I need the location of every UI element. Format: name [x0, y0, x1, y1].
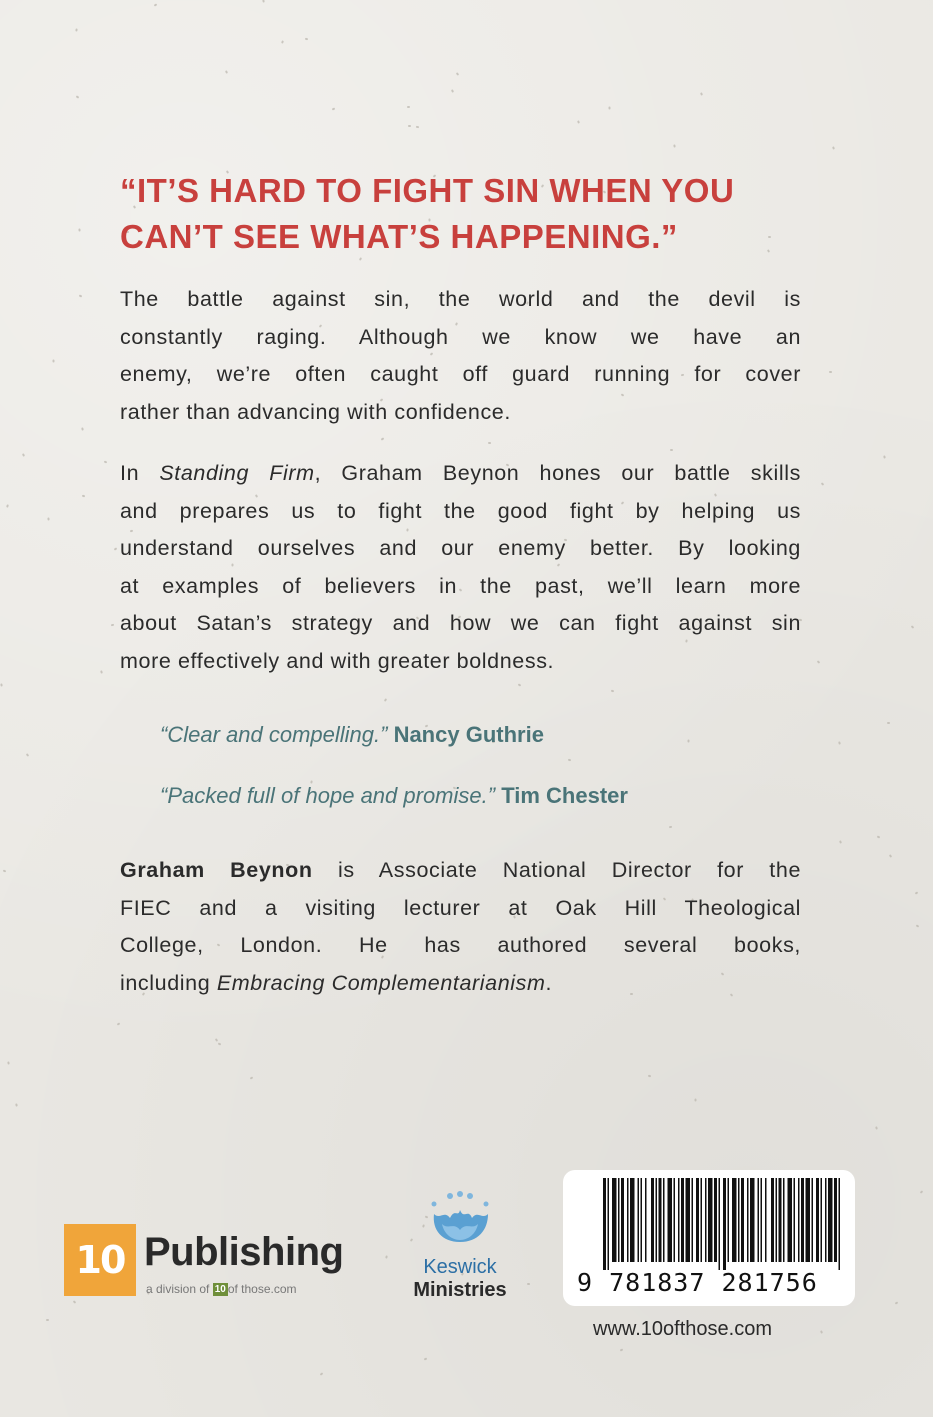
barcode-bar	[779, 1178, 782, 1262]
paper-speck	[332, 108, 336, 111]
paper-speck	[225, 70, 228, 74]
barcode-bar	[705, 1178, 707, 1262]
barcode-bar	[701, 1178, 703, 1262]
barcode-bar	[681, 1178, 684, 1262]
paper-speck	[281, 40, 284, 43]
barcode-bar	[612, 1178, 617, 1262]
bio-line: College, London. He has authored several books,	[120, 933, 801, 957]
barcode-bar	[825, 1178, 827, 1262]
barcode-bar	[686, 1178, 691, 1262]
paper-speck	[883, 455, 886, 458]
barcode-bar	[794, 1178, 796, 1262]
paper-speck	[218, 1042, 222, 1045]
blurb-paragraph-1	[120, 281, 801, 431]
paper-speck	[416, 126, 419, 128]
paper-speck	[305, 38, 308, 40]
barcode-bar	[719, 1178, 721, 1270]
paper-speck	[608, 106, 610, 109]
paper-speck	[22, 453, 25, 457]
paper-speck	[648, 1075, 651, 1078]
bio-line	[120, 965, 801, 1003]
barcode-bar	[728, 1178, 730, 1262]
paper-speck	[79, 294, 83, 297]
paper-speck	[620, 1348, 624, 1351]
paper-speck	[6, 504, 9, 507]
text: a division of	[146, 1282, 213, 1296]
paper-speck	[114, 547, 118, 550]
barcode-bar	[783, 1178, 785, 1262]
paper-speck	[451, 89, 454, 93]
endorsement	[160, 722, 544, 748]
paper-speck	[104, 461, 107, 464]
headline-line: CAN’T SEE WHAT’S HAPPENING.”	[120, 218, 678, 255]
barcode-bar	[816, 1178, 819, 1262]
paper-speck	[877, 835, 881, 838]
paper-speck	[407, 106, 410, 108]
barcode-bar	[798, 1178, 800, 1262]
blurb-line: understand ourselves and our enemy better. By looking	[120, 536, 801, 560]
book-title: Embracing Complementarianism	[216, 970, 546, 995]
text: In	[120, 461, 160, 485]
paper-speck	[15, 1103, 18, 1106]
paper-speck	[887, 722, 890, 724]
barcode-bar	[656, 1178, 658, 1262]
barcode-bar	[663, 1178, 665, 1262]
paper-speck	[820, 1330, 823, 1334]
paper-speck	[669, 826, 672, 828]
barcode-bar	[692, 1178, 694, 1262]
partner-name: Keswick	[423, 1256, 497, 1278]
blurb-line: constantly raging. Although we know we have an	[120, 324, 801, 349]
barcode-bar	[821, 1178, 823, 1262]
barcode-bar	[668, 1178, 673, 1262]
partner-logo	[400, 1190, 520, 1310]
publisher-box-logo: 10	[64, 1224, 136, 1296]
barcode-bar	[651, 1178, 654, 1262]
paper-speck	[920, 1190, 924, 1194]
barcode-bar	[645, 1178, 647, 1262]
endorsement-author: Tim Chester	[501, 783, 628, 808]
text: .	[545, 970, 553, 995]
barcode-bar	[738, 1178, 740, 1262]
barcode-bar	[621, 1178, 624, 1262]
paper-speck	[518, 683, 522, 686]
paper-speck	[832, 146, 835, 149]
barcode-bar	[618, 1178, 620, 1262]
paper-speck	[889, 854, 892, 858]
paper-speck	[911, 625, 915, 628]
barcode-bar	[708, 1178, 713, 1262]
paper-speck	[111, 624, 114, 626]
paper-speck	[916, 924, 920, 927]
publisher-logo	[64, 1222, 364, 1302]
isbn-number: 9 781837 281756	[577, 1268, 818, 1297]
paper-speck	[262, 0, 264, 3]
paper-speck	[700, 92, 703, 95]
mini-10-logo: 10	[214, 1284, 226, 1296]
paper-speck	[81, 427, 84, 430]
paper-speck	[26, 753, 29, 757]
paper-speck	[0, 683, 2, 686]
barcode-bar	[696, 1178, 699, 1262]
paper-speck	[817, 660, 821, 663]
paper-speck	[568, 759, 571, 761]
barcode	[563, 1170, 855, 1306]
paper-speck	[100, 670, 103, 673]
paper-speck	[687, 739, 689, 742]
paper-speck	[875, 1126, 878, 1129]
paper-speck	[320, 1372, 324, 1375]
paper-speck	[673, 144, 675, 147]
barcode-bar	[630, 1178, 635, 1262]
paper-speck	[384, 698, 387, 702]
barcode-bar	[839, 1178, 841, 1270]
blurb-line: rather than advancing with confidence.	[120, 399, 511, 424]
publisher-subtitle	[146, 1282, 297, 1296]
barcode-bar	[761, 1178, 763, 1262]
barcode-bar	[603, 1178, 606, 1270]
paper-speck	[915, 891, 919, 894]
paper-speck	[52, 359, 54, 362]
paper-speck	[82, 495, 85, 498]
barcode-bar	[659, 1178, 662, 1262]
paper-speck	[838, 741, 841, 744]
barcode-bar	[806, 1178, 811, 1262]
paper-speck	[3, 870, 6, 873]
endorsement-quote: “Clear and compelling.”	[160, 722, 388, 747]
paper-speck	[385, 1255, 388, 1258]
paper-speck	[611, 690, 614, 693]
barcode-bar	[776, 1178, 778, 1262]
text: , Graham Beynon hones our battle skills	[314, 461, 801, 485]
book-title: Standing Firm	[159, 461, 315, 485]
blurb-line: about Satan’s strategy and how we can fight against sin	[120, 611, 801, 635]
barcode-bar	[834, 1178, 837, 1262]
paper-speck	[76, 95, 80, 98]
paper-speck	[839, 840, 842, 843]
barcode-bars	[603, 1178, 843, 1270]
partner-name-line2: Ministries	[413, 1279, 507, 1301]
blurb-line: at examples of believers in the past, we’ll learn more	[120, 573, 801, 598]
publisher-name: Publishing	[144, 1230, 344, 1274]
blurb-line	[120, 455, 801, 493]
barcode-bar	[758, 1178, 760, 1262]
author-bio	[120, 852, 801, 1002]
barcode-bar	[750, 1178, 755, 1262]
keswick-flame-icon	[422, 1190, 498, 1250]
blurb-paragraph-2	[120, 455, 801, 680]
paper-speck	[456, 72, 459, 76]
endorsement-author: Nancy Guthrie	[393, 722, 544, 747]
paper-speck	[821, 482, 825, 486]
blurb-line: The battle against sin, the world and the devil is	[120, 287, 801, 311]
paper-speck	[117, 1022, 121, 1025]
text: is Associate National Director for the	[312, 858, 801, 882]
blurb-line: more effectively and with greater boldness.	[120, 648, 555, 673]
barcode-bar	[723, 1178, 726, 1270]
paper-speck	[408, 125, 411, 127]
paper-speck	[381, 437, 385, 440]
paper-speck	[7, 1061, 9, 1064]
paper-speck	[527, 1283, 530, 1285]
barcode-bar	[828, 1178, 833, 1262]
endorsement	[160, 783, 628, 809]
barcode-bar	[788, 1178, 793, 1262]
barcode-bar	[678, 1178, 680, 1262]
text: including	[120, 970, 217, 995]
barcode-bar	[638, 1178, 640, 1262]
barcode-bar	[714, 1178, 717, 1262]
paper-speck	[577, 120, 580, 123]
paper-speck	[154, 3, 158, 6]
paper-speck	[695, 1099, 697, 1102]
headline	[120, 168, 820, 260]
barcode-bar	[812, 1178, 814, 1262]
blurb-line: enemy, we’re often caught off guard running for cover	[120, 362, 801, 386]
barcode-bar	[741, 1178, 744, 1262]
paper-speck	[78, 228, 80, 231]
author-name: Graham Beynon	[120, 858, 313, 882]
barcode-bar	[674, 1178, 676, 1262]
paper-speck	[250, 1076, 254, 1079]
endorsement-quote: “Packed full of hope and promise.”	[160, 783, 496, 808]
blurb-line: and prepares us to fight the good fight by helping us	[120, 498, 801, 523]
barcode-bar	[765, 1178, 767, 1262]
barcode-bar	[732, 1178, 737, 1262]
paper-speck	[670, 449, 673, 451]
paper-speck	[215, 1038, 218, 1042]
barcode-bar	[641, 1178, 643, 1262]
barcode-bar	[747, 1178, 749, 1262]
paper-speck	[424, 1358, 428, 1361]
paper-speck	[829, 371, 832, 373]
text: of those.com	[227, 1282, 297, 1296]
paper-speck	[488, 442, 491, 444]
paper-speck	[895, 1301, 899, 1304]
barcode-bar	[608, 1178, 610, 1270]
website-url[interactable]: www.10ofthose.com	[593, 1318, 772, 1340]
barcode-bar	[627, 1178, 629, 1262]
paper-speck	[75, 28, 77, 31]
barcode-bar	[771, 1178, 774, 1262]
paper-speck	[46, 1319, 49, 1321]
paper-speck	[47, 517, 49, 520]
bio-line: FIEC and a visiting lecturer at Oak Hill Theological	[120, 895, 801, 920]
headline-line: “IT’S HARD TO FIGHT SIN WHEN YOU	[120, 172, 735, 209]
barcode-bar	[801, 1178, 804, 1262]
bio-line	[120, 852, 801, 890]
